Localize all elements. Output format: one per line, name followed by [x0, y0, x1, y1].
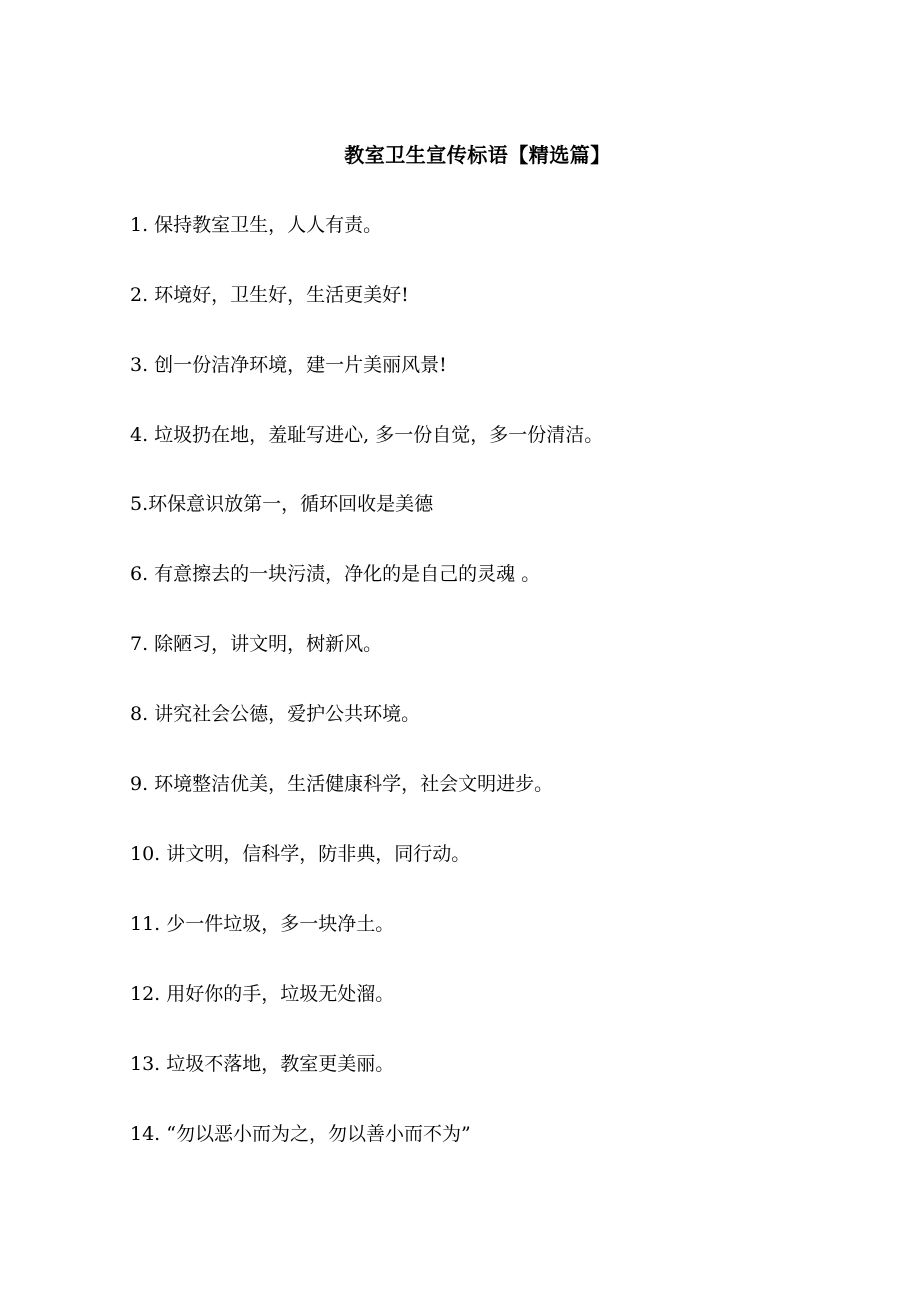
slogan-item: 11. 少一件垃圾，多一块净土。	[130, 913, 395, 935]
slogan-item: 5.环保意识放第一，循环回收是美德	[130, 493, 434, 515]
slogan-item: 14. “勿以恶小而为之，勿以善小而不为”	[130, 1123, 471, 1145]
slogan-item: 4. 垃圾扔在地，羞耻写进心, 多一份自觉，多一份清洁。	[130, 424, 604, 446]
slogan-item: 2. 环境好，卫生好，生活更美好!	[130, 284, 409, 306]
slogan-item: 7. 除陋习，讲文明，树新风。	[130, 633, 383, 655]
slogan-item: 10. 讲文明，信科学，防非典，同行动。	[130, 843, 471, 865]
slogan-item: 6. 有意擦去的一块污渍，净化的是自己的灵魂 。	[130, 563, 541, 585]
slogan-item: 9. 环境整洁优美，生活健康科学，社会文明进步。	[130, 773, 554, 795]
slogan-item: 1. 保持教室卫生，人人有责。	[130, 214, 383, 236]
slogan-item: 3. 创一份洁净环境，建一片美丽风景!	[130, 354, 447, 376]
document-title: 教室卫生宣传标语【精选篇】	[344, 143, 611, 167]
slogan-item: 8. 讲究社会公德，爱护公共环境。	[130, 703, 421, 725]
slogan-item: 13. 垃圾不落地，教室更美丽。	[130, 1053, 395, 1075]
slogan-item: 12. 用好你的手，垃圾无处溜。	[130, 983, 395, 1005]
